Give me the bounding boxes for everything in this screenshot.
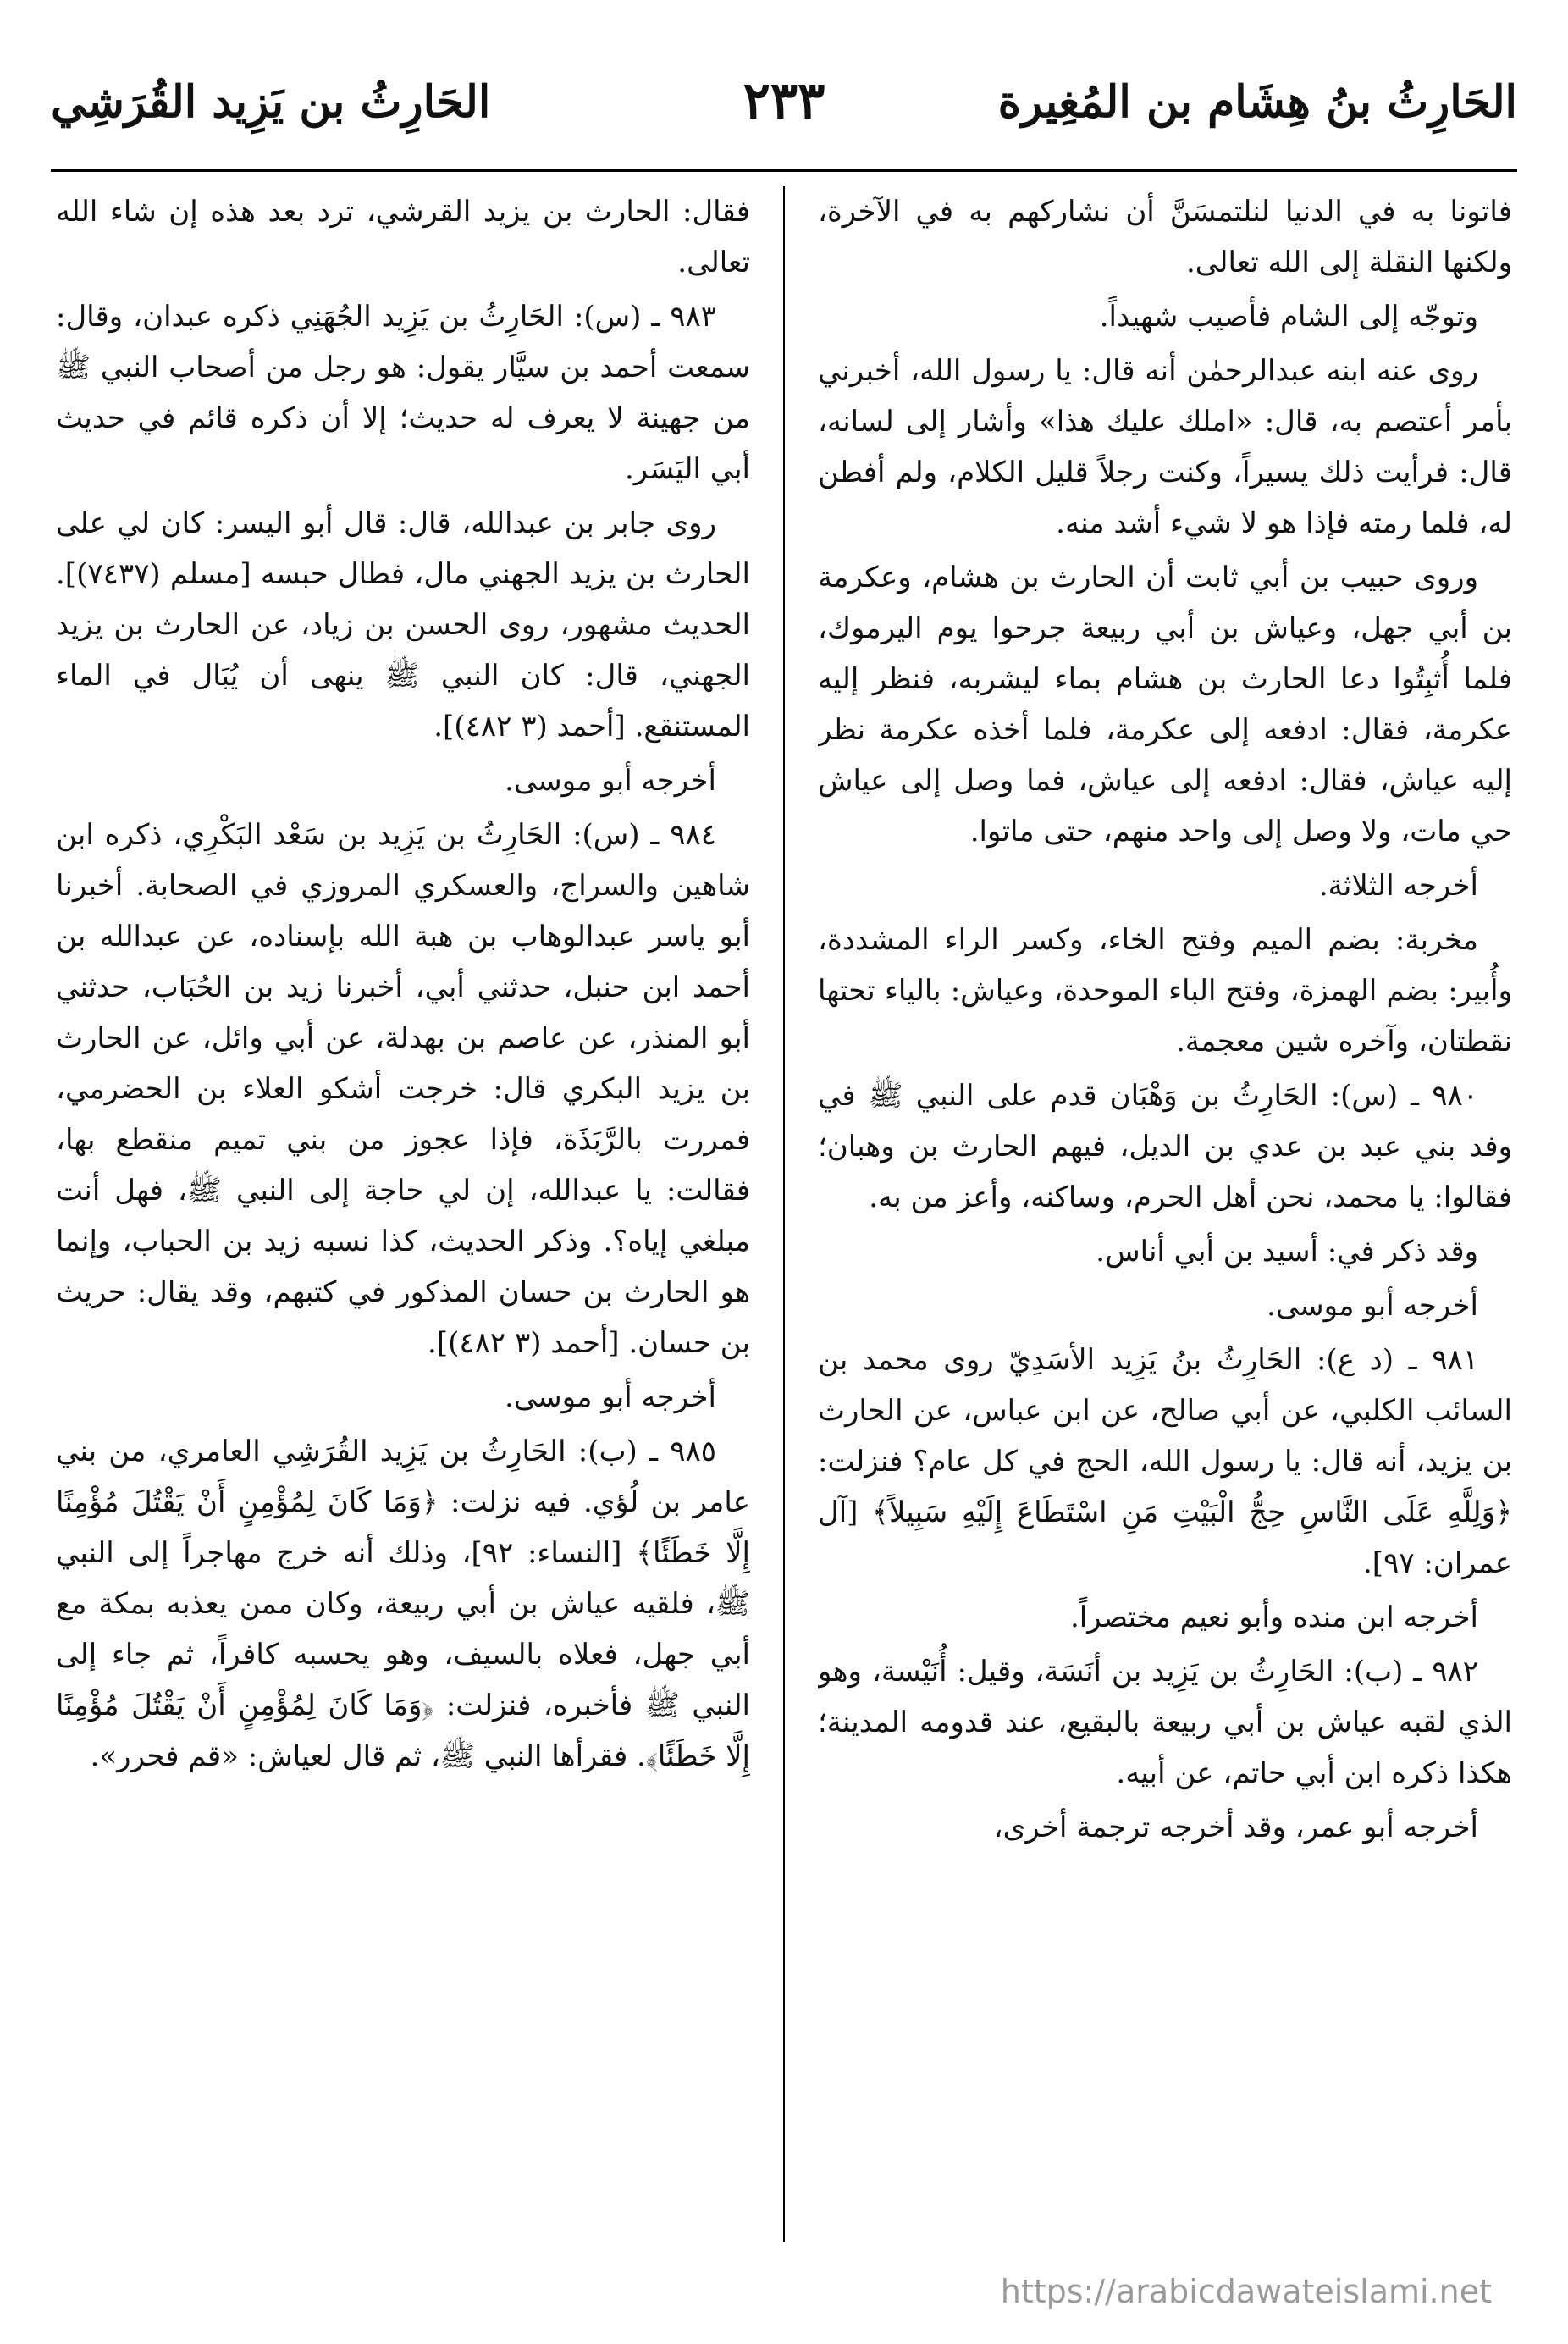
header-rule <box>51 169 1517 172</box>
paragraph: ٩٨٢ ـ (ب): الحَارِثُ بن يَزِيد بن أنَسَة، وقيل: أُنَيْسة، وهو الذي لقبه عياش بن أبي ربيعة بالبقيع، عند قدومه المدينة؛ هكذا ذكره ابن أبي حاتم، عن أبيه. <box>818 1655 1512 1790</box>
page-header <box>51 59 1517 152</box>
paragraph: ٩٨١ ـ (د ع): الحَارِثُ بنُ يَزِيد الأسَدِيّ روى محمد بن السائب الكلبي، عن أبي صالح، عن ابن عباس، عن الحارث بن يزيد، أنه قال: يا رسول الله، الحج في كل عام؟ فنزلت: ﴿وَلِلَّهِ عَلَى النَّاسِ حِجُّ الْبَيْتِ مَنِ اسْتَطَاعَ إِلَيْهِ سَبِيلاً﴾ [آل عمران: ٩٧]. <box>818 1343 1512 1580</box>
paragraph: فاتونا به في الدنيا لنلتمسَنَّ أن نشاركهم به في الآخرة، ولكنها النقلة إلى الله تعالى. <box>818 195 1512 279</box>
watermark-url: https://arabicdawateislami.net <box>1000 2273 1492 2310</box>
paragraph: ٩٨٤ ـ (س): الحَارِثُ بن يَزِيد بن سَعْد البَكْرِي، ذكره ابن شاهين والسراج، والعسكري المروزي في الصحابة. أخبرنا أبو ياسر عبدالوهاب بن هبة الله بإسناده، عن عبدالله بن أحمد ابن حنبل، حدثني أبي، أخبرنا زيد بن الحُبَاب، حدثني أبو المنذر، عن عاصم بن بهدلة، عن أبي وائل، عن الحارث بن يزيد البكري قال: خرجت أشكو العلاء بن الحضرمي، فمررت بالرَّبَذَة، فإذا عجوز من بني تميم منقطع بها، فقالت: يا عبدالله، إن لي حاجة إلى النبي ﷺ، فهل أنت مبلغي إياه؟. وذكر الحديث، كذا نسبه زيد بن الحباب، وإنما هو الحارث بن حسان المذكور في كتبهم، وقد يقال: حريث بن حسان. [أحمد (٣ ٤٨٢)]. <box>56 818 750 1360</box>
column-separator <box>783 186 785 2242</box>
paragraph: ٩٨٠ ـ (س): الحَارِثُ بن وَهْبَان قدم على النبي ﷺ في وفد بني عبد بن عدي بن الديل، فيهم الحارث بن وهبان؛ فقالوا: يا محمد، نحن أهل الحرم، وساكنه، وأعز من به. <box>818 1079 1512 1214</box>
paragraph: مخربة: بضم الميم وفتح الخاء، وكسر الراء المشددة، وأُبير: بضم الهمزة، وفتح الباء الموحدة، وعياش: بالياء تحتها نقطتان، وآخره شين معجمة. <box>818 923 1512 1059</box>
paragraph: وتوجّه إلى الشام فأصيب شهيداً. <box>1099 300 1478 334</box>
left-column <box>56 186 750 2268</box>
paragraph: روى عنه ابنه عبدالرحمٰن أنه قال: يا رسول الله، أخبرني بأمر أعتصم به، قال: «املك عليك هذا» وأشار إلى لسانه، قال: فرأيت ذلك يسيراً، وكنت رجلاً قليل الكلام، ولم أفطن له، فلما رمته فإذا هو لا شيء أشد منه. <box>818 354 1512 540</box>
paragraph: أخرجه الثلاثة. <box>1318 869 1478 903</box>
running-head-left: الحَارِثُ بن يَزِيد القُرَشِي <box>51 76 491 128</box>
paragraph: ٩٨٣ ـ (س): الحَارِثُ بن يَزِيد الجُهَنِي ذكره عبدان، وقال: سمعت أحمد بن سيَّار يقول: هو رجل من أصحاب النبي ﷺ من جهينة لا يعرف له حديث؛ إلا أن ذكره قائم في حديث أبي اليَسَر. <box>56 300 750 486</box>
paragraph: أخرجه أبو عمر، وقد أخرجه ترجمة أخرى، <box>993 1811 1478 1844</box>
paragraph: أخرجه أبو موسى. <box>1267 1289 1478 1323</box>
running-head-right: الحَارِثُ بنُ هِشَام بن المُغِيرة <box>997 76 1517 128</box>
paragraph: وروى حبيب بن أبي ثابت أن الحارث بن هشام، وعكرمة بن أبي جهل، وعياش بن أبي ربيعة جرحوا يوم اليرموك، فلما أُثبِتُوا دعا الحارث بن هشام بماء ليشربه، فنظر إليه عكرمة، فقال: ادفعه إلى عكرمة، فلما أخذه عكرمة نظر إليه عياش، فقال: ادفعه إلى عياش، فما وصل إلى عياش حي مات، ولا وصل إلى واحد منهم، حتى ماتوا. <box>818 561 1512 849</box>
paragraph: أخرجه أبو موسى. <box>505 1380 716 1414</box>
paragraph: ٩٨٥ ـ (ب): الحَارِثُ بن يَزِيد القُرَشِي العامري، من بني عامر بن لُؤي. فيه نزلت: ﴿وَمَا كَانَ لِمُؤْمِنٍ أَنْ يَقْتُلَ مُؤْمِنًا إِلَّا خَطَئًا﴾ [النساء: ٩٢]، وذلك أنه خرج مهاجراً إلى النبي ﷺ، فلقيه عياش بن أبي ربيعة، وكان ممن يعذبه بمكة مع أبي جهل، فعلاه بالسيف، وهو يحسبه كافراً، ثم جاء إلى النبي ﷺ فأخبره، فنزلت: ﴿وَمَا كَانَ لِمُؤْمِنٍ أَنْ يَقْتُلَ مُؤْمِنًا إِلَّا خَطَئًا﴾. فقرأها النبي ﷺ، ثم قال لعياش: «قم فحرر». <box>56 1435 750 1773</box>
paragraph: روى جابر بن عبدالله، قال: قال أبو اليسر: كان لي على الحارث بن يزيد الجهني مال، فطال حبسه [مسلم (٧٤٣٧)]. الحديث مشهور، روى الحسن بن زياد، عن الحارث بن يزيد الجهني، قال: كان النبي ﷺ ينهى أن يُبَال في الماء المستنقع. [أحمد (٣ ٤٨٢)]. <box>56 506 750 744</box>
paragraph: فقال: الحارث بن يزيد القرشي، ترد بعد هذه إن شاء الله تعالى. <box>56 195 750 279</box>
paragraph: وقد ذكر في: أسيد بن أبي أناس. <box>1096 1235 1478 1269</box>
paragraph: أخرجه ابن منده وأبو نعيم مختصراً. <box>1070 1600 1478 1634</box>
paragraph: أخرجه أبو موسى. <box>505 764 716 798</box>
right-column <box>818 186 1512 2268</box>
page-number: ٢٣٣ <box>743 71 825 130</box>
